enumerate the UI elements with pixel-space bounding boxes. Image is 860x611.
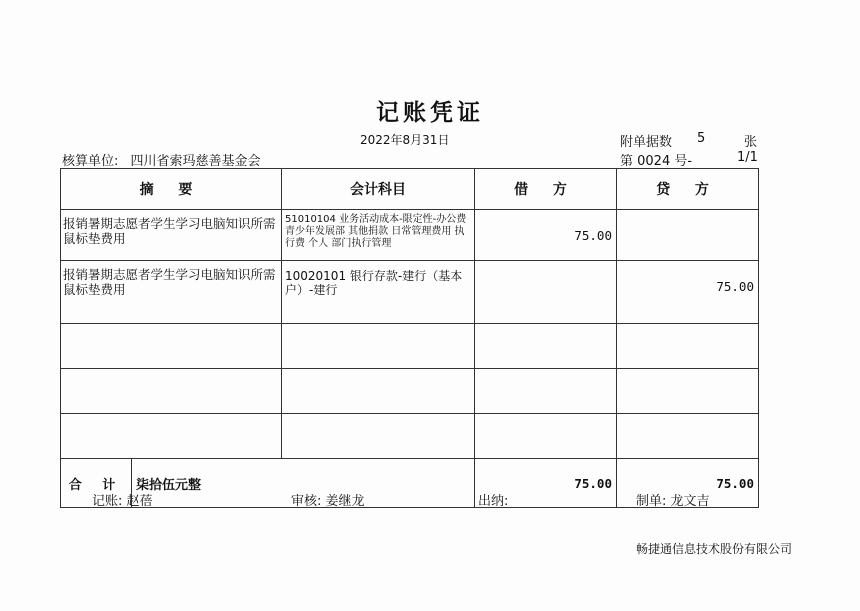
- cashier-signature: 出纳:: [478, 494, 509, 509]
- column-header-debit: 借 方: [475, 169, 617, 210]
- row-credit: [617, 210, 759, 261]
- voucher-table: [60, 168, 759, 508]
- empty-cell: [282, 369, 475, 414]
- empty-row: [61, 324, 759, 369]
- row-account: 10020101 银行存款-建行（基本户）-建行: [282, 261, 475, 324]
- table-header-row: [61, 169, 759, 210]
- column-header-credit: 贷 方: [617, 169, 759, 210]
- row-credit: 75.00: [617, 261, 759, 324]
- voucher-number: 第 0024 号-: [620, 154, 693, 169]
- row-summary: 报销暑期志愿者学生学习电脑知识所需鼠标垫费用: [61, 261, 282, 324]
- unit-label: 核算单位:: [62, 154, 119, 169]
- attachments-count: 5: [697, 131, 706, 146]
- empty-cell: [617, 414, 759, 459]
- reviewer-signature: 审核: 姜继龙: [291, 494, 365, 509]
- column-header-summary: 摘 要: [61, 169, 282, 210]
- document-title: 记账凭证: [376, 100, 484, 126]
- empty-cell: [282, 324, 475, 369]
- empty-cell: [475, 369, 617, 414]
- row-summary: 报销暑期志愿者学生学习电脑知识所需鼠标垫费用: [61, 210, 282, 261]
- empty-cell: [475, 324, 617, 369]
- empty-cell: [61, 369, 282, 414]
- total-debit: 75.00: [475, 459, 617, 508]
- total-amount-words: 柒拾伍元整: [136, 477, 202, 493]
- attachments-unit: 张: [744, 135, 758, 150]
- empty-cell: [475, 414, 617, 459]
- voucher-date: 2022年8月31日: [360, 133, 450, 147]
- column-header-account: 会计科目: [282, 169, 475, 210]
- empty-cell: [617, 324, 759, 369]
- row-account: 51010104 业务活动成本-限定性-办公费 青少年发展部 其他捐款 日常管理费用 执行费 个人 部门执行管理: [282, 210, 475, 261]
- unit-name: 四川省索玛慈善基金会: [130, 154, 261, 169]
- row-debit: [475, 261, 617, 324]
- empty-cell: [61, 324, 282, 369]
- software-company: 畅捷通信息技术股份有限公司: [635, 542, 792, 556]
- total-credit: 75.00: [617, 459, 759, 508]
- bookkeeper-signature: 记账: 赵蓓: [92, 494, 153, 509]
- total-label: 合 计: [61, 459, 132, 507]
- row-debit: 75.00: [475, 210, 617, 261]
- empty-row: [61, 414, 759, 459]
- attachments-label: 附单据数: [620, 135, 673, 150]
- empty-row: [61, 369, 759, 414]
- empty-cell: [617, 369, 759, 414]
- voucher-page: 1/1: [737, 150, 758, 165]
- table-row: [61, 261, 759, 324]
- empty-cell: [282, 414, 475, 459]
- table-row: [61, 210, 759, 261]
- accounting-unit: [62, 150, 261, 169]
- preparer-signature: 制单: 龙文吉: [636, 494, 710, 509]
- empty-cell: [61, 414, 282, 459]
